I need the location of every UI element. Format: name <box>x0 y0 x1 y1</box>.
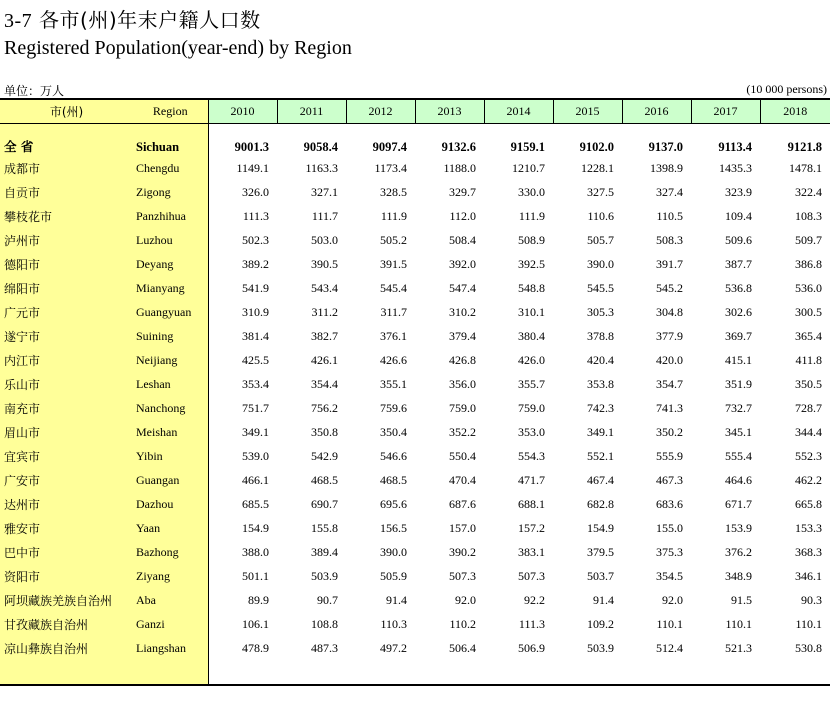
value-cell: 326.0 <box>242 185 269 199</box>
value-cell: 426.8 <box>449 353 476 367</box>
region-name-cn: 全 省 <box>4 138 34 154</box>
value-cell: 353.4 <box>242 377 269 391</box>
value-cell: 506.4 <box>449 641 476 655</box>
value-cell: 509.6 <box>725 233 752 247</box>
value-cell: 329.7 <box>449 185 476 199</box>
value-cell: 345.1 <box>725 425 752 439</box>
region-name-cn: 泸州市 <box>4 234 41 248</box>
table-number: 3-7 <box>4 10 33 32</box>
table-row <box>0 205 830 229</box>
value-cell: 391.7 <box>656 257 683 271</box>
value-cell: 106.1 <box>242 617 269 631</box>
value-cell: 375.3 <box>656 545 683 559</box>
value-cell: 536.8 <box>725 281 752 295</box>
value-cell: 351.9 <box>725 377 752 391</box>
value-cell: 111.3 <box>518 617 545 631</box>
value-cell: 111.9 <box>518 209 545 223</box>
region-name-cn: 广安市 <box>4 474 41 488</box>
value-cell: 354.7 <box>656 377 683 391</box>
value-cell: 555.4 <box>725 449 752 463</box>
region-name-cn: 绵阳市 <box>4 282 41 296</box>
table-header-row <box>0 99 830 123</box>
value-cell: 9097.4 <box>372 139 407 154</box>
value-cell: 695.6 <box>380 497 407 511</box>
value-cell: 91.4 <box>593 593 614 607</box>
table-row <box>0 325 830 349</box>
value-cell: 759.0 <box>449 401 476 415</box>
table-row <box>0 445 830 469</box>
value-cell: 348.9 <box>725 569 752 583</box>
value-cell: 468.5 <box>380 473 407 487</box>
value-cell: 1435.3 <box>719 161 752 175</box>
value-cell: 690.7 <box>311 497 338 511</box>
value-cell: 759.0 <box>518 401 545 415</box>
value-cell: 420.4 <box>587 353 614 367</box>
value-cell: 388.0 <box>242 545 269 559</box>
value-cell: 352.2 <box>449 425 476 439</box>
region-name-en: Ziyang <box>136 569 170 583</box>
value-cell: 508.3 <box>656 233 683 247</box>
value-cell: 756.2 <box>311 401 338 415</box>
region-name-cn: 遂宁市 <box>4 330 41 344</box>
region-name-en: Yibin <box>136 449 163 463</box>
value-cell: 507.3 <box>449 569 476 583</box>
value-cell: 155.8 <box>311 521 338 535</box>
value-cell: 369.7 <box>725 329 752 343</box>
region-name-cn: 达州市 <box>4 498 41 512</box>
value-cell: 376.1 <box>380 329 407 343</box>
region-name-cn: 资阳市 <box>4 570 41 584</box>
value-cell: 108.8 <box>311 617 338 631</box>
value-cell: 310.9 <box>242 305 269 319</box>
value-cell: 390.0 <box>380 545 407 559</box>
region-name-cn: 攀枝花市 <box>4 210 53 224</box>
value-cell: 346.1 <box>795 569 822 583</box>
table-title-cn: 各市(州)年末户籍人口数 <box>39 8 261 32</box>
header-region-en: Region <box>133 99 208 123</box>
value-cell: 512.4 <box>656 641 683 655</box>
value-cell: 426.1 <box>311 353 338 367</box>
region-name-cn: 内江市 <box>4 354 41 368</box>
value-cell: 377.9 <box>656 329 683 343</box>
value-cell: 508.4 <box>449 233 476 247</box>
header-region-cn: 市(州) <box>0 99 133 123</box>
header-year: 2012 <box>346 99 415 123</box>
value-cell: 328.5 <box>380 185 407 199</box>
value-cell: 365.4 <box>795 329 822 343</box>
region-name-cn: 巴中市 <box>4 546 41 560</box>
value-cell: 683.6 <box>656 497 683 511</box>
value-cell: 545.4 <box>380 281 407 295</box>
region-name-en: Nanchong <box>136 401 186 415</box>
value-cell: 382.7 <box>311 329 338 343</box>
table-row <box>0 565 830 589</box>
value-cell: 110.6 <box>587 209 614 223</box>
value-cell: 368.3 <box>795 545 822 559</box>
value-cell: 302.6 <box>725 305 752 319</box>
region-name-en: Ganzi <box>136 617 165 631</box>
region-name-en: Bazhong <box>136 545 179 559</box>
value-cell: 390.0 <box>587 257 614 271</box>
header-year: 2018 <box>760 99 830 123</box>
value-cell: 391.5 <box>380 257 407 271</box>
value-cell: 732.7 <box>725 401 752 415</box>
region-name-en: Neijiang <box>136 353 178 367</box>
value-cell: 541.9 <box>242 281 269 295</box>
value-cell: 507.3 <box>518 569 545 583</box>
value-cell: 546.6 <box>380 449 407 463</box>
value-cell: 91.4 <box>386 593 407 607</box>
value-cell: 381.4 <box>242 329 269 343</box>
value-cell: 9113.4 <box>718 139 752 154</box>
value-cell: 153.3 <box>795 521 822 535</box>
header-year: 2015 <box>553 99 622 123</box>
value-cell: 552.1 <box>587 449 614 463</box>
value-cell: 380.4 <box>518 329 545 343</box>
value-cell: 155.0 <box>656 521 683 535</box>
table-row <box>0 277 830 301</box>
value-cell: 1149.1 <box>236 161 269 175</box>
value-cell: 350.4 <box>380 425 407 439</box>
table-row <box>0 373 830 397</box>
value-cell: 112.0 <box>449 209 476 223</box>
region-name-en: Deyang <box>136 257 174 271</box>
value-cell: 386.8 <box>795 257 822 271</box>
value-cell: 9121.8 <box>787 139 822 154</box>
value-cell: 426.0 <box>518 353 545 367</box>
region-name-cn: 自贡市 <box>4 186 41 200</box>
header-year: 2010 <box>208 99 277 123</box>
value-cell: 501.1 <box>242 569 269 583</box>
value-cell: 153.9 <box>725 521 752 535</box>
header-year: 2011 <box>277 99 346 123</box>
total-row <box>0 123 830 157</box>
value-cell: 356.0 <box>449 377 476 391</box>
value-cell: 350.8 <box>311 425 338 439</box>
region-name-en: Leshan <box>136 377 171 391</box>
region-name-en: Suining <box>136 329 174 343</box>
value-cell: 1163.3 <box>305 161 338 175</box>
value-cell: 1173.4 <box>374 161 407 175</box>
region-name-cn: 德阳市 <box>4 258 41 272</box>
table-row <box>0 397 830 421</box>
value-cell: 92.2 <box>524 593 545 607</box>
value-cell: 462.2 <box>795 473 822 487</box>
value-cell: 111.9 <box>380 209 407 223</box>
region-name-cn: 广元市 <box>4 306 41 320</box>
value-cell: 110.3 <box>380 617 407 631</box>
table-row <box>0 589 830 613</box>
region-name-en: Panzhihua <box>136 209 186 223</box>
value-cell: 109.2 <box>587 617 614 631</box>
value-cell: 497.2 <box>380 641 407 655</box>
value-cell: 467.3 <box>656 473 683 487</box>
value-cell: 350.5 <box>795 377 822 391</box>
region-name-cn: 成都市 <box>4 162 41 176</box>
value-cell: 478.9 <box>242 641 269 655</box>
value-cell: 554.3 <box>518 449 545 463</box>
value-cell: 1228.1 <box>581 161 614 175</box>
value-cell: 110.1 <box>656 617 683 631</box>
value-cell: 154.9 <box>242 521 269 535</box>
value-cell: 330.0 <box>518 185 545 199</box>
value-cell: 9058.4 <box>303 139 338 154</box>
value-cell: 90.3 <box>801 593 822 607</box>
value-cell: 327.4 <box>656 185 683 199</box>
region-name-cn: 乐山市 <box>4 378 41 392</box>
value-cell: 92.0 <box>455 593 476 607</box>
region-name-cn: 凉山彝族自治州 <box>4 642 89 656</box>
value-cell: 90.7 <box>317 593 338 607</box>
value-cell: 379.5 <box>587 545 614 559</box>
value-cell: 502.3 <box>242 233 269 247</box>
value-cell: 420.0 <box>656 353 683 367</box>
region-name-en: Yaan <box>136 521 161 535</box>
table-row <box>0 493 830 517</box>
region-name-cn: 雅安市 <box>4 522 41 536</box>
table-row <box>0 637 830 661</box>
population-table-wrapper <box>0 98 830 661</box>
value-cell: 354.5 <box>656 569 683 583</box>
value-cell: 390.2 <box>449 545 476 559</box>
value-cell: 323.9 <box>725 185 752 199</box>
value-cell: 464.6 <box>725 473 752 487</box>
value-cell: 552.3 <box>795 449 822 463</box>
table-row <box>0 421 830 445</box>
value-cell: 387.7 <box>725 257 752 271</box>
value-cell: 379.4 <box>449 329 476 343</box>
value-cell: 548.8 <box>518 281 545 295</box>
value-cell: 111.7 <box>311 209 338 223</box>
table-row <box>0 301 830 325</box>
value-cell: 503.7 <box>587 569 614 583</box>
value-cell: 89.9 <box>248 593 269 607</box>
table-row <box>0 229 830 253</box>
value-cell: 310.2 <box>449 305 476 319</box>
table-row <box>0 253 830 277</box>
value-cell: 505.9 <box>380 569 407 583</box>
region-name-en: Mianyang <box>136 281 185 295</box>
value-cell: 505.2 <box>380 233 407 247</box>
value-cell: 304.8 <box>656 305 683 319</box>
value-cell: 300.5 <box>795 305 822 319</box>
value-cell: 503.9 <box>311 569 338 583</box>
value-cell: 521.3 <box>725 641 752 655</box>
value-cell: 110.1 <box>725 617 752 631</box>
value-cell: 311.2 <box>311 305 338 319</box>
value-cell: 741.3 <box>656 401 683 415</box>
region-name-en: Aba <box>136 593 156 607</box>
page-title-cn <box>4 4 261 33</box>
value-cell: 471.7 <box>518 473 545 487</box>
value-cell: 349.1 <box>242 425 269 439</box>
value-cell: 742.3 <box>587 401 614 415</box>
table-row <box>0 157 830 181</box>
page-title-en: Registered Population(year-end) by Region <box>4 37 352 59</box>
value-cell: 1210.7 <box>512 161 545 175</box>
value-cell: 728.7 <box>795 401 822 415</box>
value-cell: 466.1 <box>242 473 269 487</box>
value-cell: 109.4 <box>725 209 752 223</box>
value-cell: 470.4 <box>449 473 476 487</box>
value-cell: 376.2 <box>725 545 752 559</box>
value-cell: 108.3 <box>795 209 822 223</box>
value-cell: 389.2 <box>242 257 269 271</box>
value-cell: 9132.6 <box>441 139 476 154</box>
value-cell: 1398.9 <box>650 161 683 175</box>
unit-label-cn: 单位：万人 <box>4 84 65 98</box>
value-cell: 354.4 <box>311 377 338 391</box>
value-cell: 555.9 <box>656 449 683 463</box>
value-cell: 355.1 <box>380 377 407 391</box>
region-name-en: Meishan <box>136 425 178 439</box>
value-cell: 506.9 <box>518 641 545 655</box>
value-cell: 545.2 <box>656 281 683 295</box>
value-cell: 685.5 <box>242 497 269 511</box>
value-cell: 411.8 <box>795 353 822 367</box>
value-cell: 542.9 <box>311 449 338 463</box>
value-cell: 503.0 <box>311 233 338 247</box>
table-bottom-rule <box>0 684 830 686</box>
value-cell: 344.4 <box>795 425 822 439</box>
value-cell: 671.7 <box>725 497 752 511</box>
value-cell: 392.5 <box>518 257 545 271</box>
value-cell: 154.9 <box>587 521 614 535</box>
value-cell: 110.5 <box>656 209 683 223</box>
value-cell: 9102.0 <box>579 139 614 154</box>
region-name-cn: 南充市 <box>4 402 41 416</box>
value-cell: 415.1 <box>725 353 752 367</box>
value-cell: 390.5 <box>311 257 338 271</box>
region-name-cn: 眉山市 <box>4 426 41 440</box>
value-cell: 355.7 <box>518 377 545 391</box>
value-cell: 509.7 <box>795 233 822 247</box>
value-cell: 156.5 <box>380 521 407 535</box>
value-cell: 543.4 <box>311 281 338 295</box>
value-cell: 327.1 <box>311 185 338 199</box>
value-cell: 503.9 <box>587 641 614 655</box>
value-cell: 311.7 <box>380 305 407 319</box>
value-cell: 327.5 <box>587 185 614 199</box>
value-cell: 353.0 <box>518 425 545 439</box>
region-name-cn: 甘孜藏族自治州 <box>4 618 89 632</box>
region-name-en: Chengdu <box>136 161 180 175</box>
value-cell: 425.5 <box>242 353 269 367</box>
value-cell: 383.1 <box>518 545 545 559</box>
region-name-en: Sichuan <box>136 139 180 154</box>
region-name-en: Guangan <box>136 473 180 487</box>
value-cell: 110.2 <box>449 617 476 631</box>
region-name-cn: 宜宾市 <box>4 450 41 464</box>
value-cell: 687.6 <box>449 497 476 511</box>
value-cell: 157.2 <box>518 521 545 535</box>
value-cell: 92.0 <box>662 593 683 607</box>
value-cell: 426.6 <box>380 353 407 367</box>
region-name-en: Dazhou <box>136 497 174 511</box>
value-cell: 378.8 <box>587 329 614 343</box>
value-cell: 1478.1 <box>789 161 822 175</box>
value-cell: 682.8 <box>587 497 614 511</box>
value-cell: 322.4 <box>795 185 822 199</box>
value-cell: 310.1 <box>518 305 545 319</box>
table-row <box>0 613 830 637</box>
header-year: 2016 <box>622 99 691 123</box>
value-cell: 536.0 <box>795 281 822 295</box>
header-year: 2017 <box>691 99 760 123</box>
table-row <box>0 517 830 541</box>
header-year: 2013 <box>415 99 484 123</box>
region-name-en: Zigong <box>136 185 171 199</box>
value-cell: 389.4 <box>311 545 338 559</box>
table-row <box>0 181 830 205</box>
value-cell: 1188.0 <box>443 161 476 175</box>
value-cell: 547.4 <box>449 281 476 295</box>
value-cell: 508.9 <box>518 233 545 247</box>
value-cell: 539.0 <box>242 449 269 463</box>
value-cell: 9001.3 <box>234 139 269 154</box>
value-cell: 505.7 <box>587 233 614 247</box>
value-cell: 305.3 <box>587 305 614 319</box>
value-cell: 353.8 <box>587 377 614 391</box>
table-row <box>0 541 830 565</box>
value-cell: 111.3 <box>242 209 269 223</box>
table-row <box>0 469 830 493</box>
value-cell: 751.7 <box>242 401 269 415</box>
region-name-cn: 阿坝藏族羌族自治州 <box>4 594 113 608</box>
region-name-en: Luzhou <box>136 233 173 247</box>
value-cell: 545.5 <box>587 281 614 295</box>
value-cell: 392.0 <box>449 257 476 271</box>
value-cell: 550.4 <box>449 449 476 463</box>
value-cell: 157.0 <box>449 521 476 535</box>
value-cell: 9159.1 <box>510 139 545 154</box>
value-cell: 91.5 <box>731 593 752 607</box>
value-cell: 467.4 <box>587 473 614 487</box>
region-name-en: Liangshan <box>136 641 186 655</box>
value-cell: 350.2 <box>656 425 683 439</box>
unit-label-en: (10 000 persons) <box>746 82 827 96</box>
value-cell: 9137.0 <box>648 139 683 154</box>
region-name-en: Guangyuan <box>136 305 192 319</box>
value-cell: 487.3 <box>311 641 338 655</box>
value-cell: 110.1 <box>795 617 822 631</box>
value-cell: 688.1 <box>518 497 545 511</box>
value-cell: 468.5 <box>311 473 338 487</box>
table-row <box>0 349 830 373</box>
value-cell: 530.8 <box>795 641 822 655</box>
value-cell: 665.8 <box>795 497 822 511</box>
value-cell: 349.1 <box>587 425 614 439</box>
header-year: 2014 <box>484 99 553 123</box>
population-table <box>0 98 830 661</box>
value-cell: 759.6 <box>380 401 407 415</box>
